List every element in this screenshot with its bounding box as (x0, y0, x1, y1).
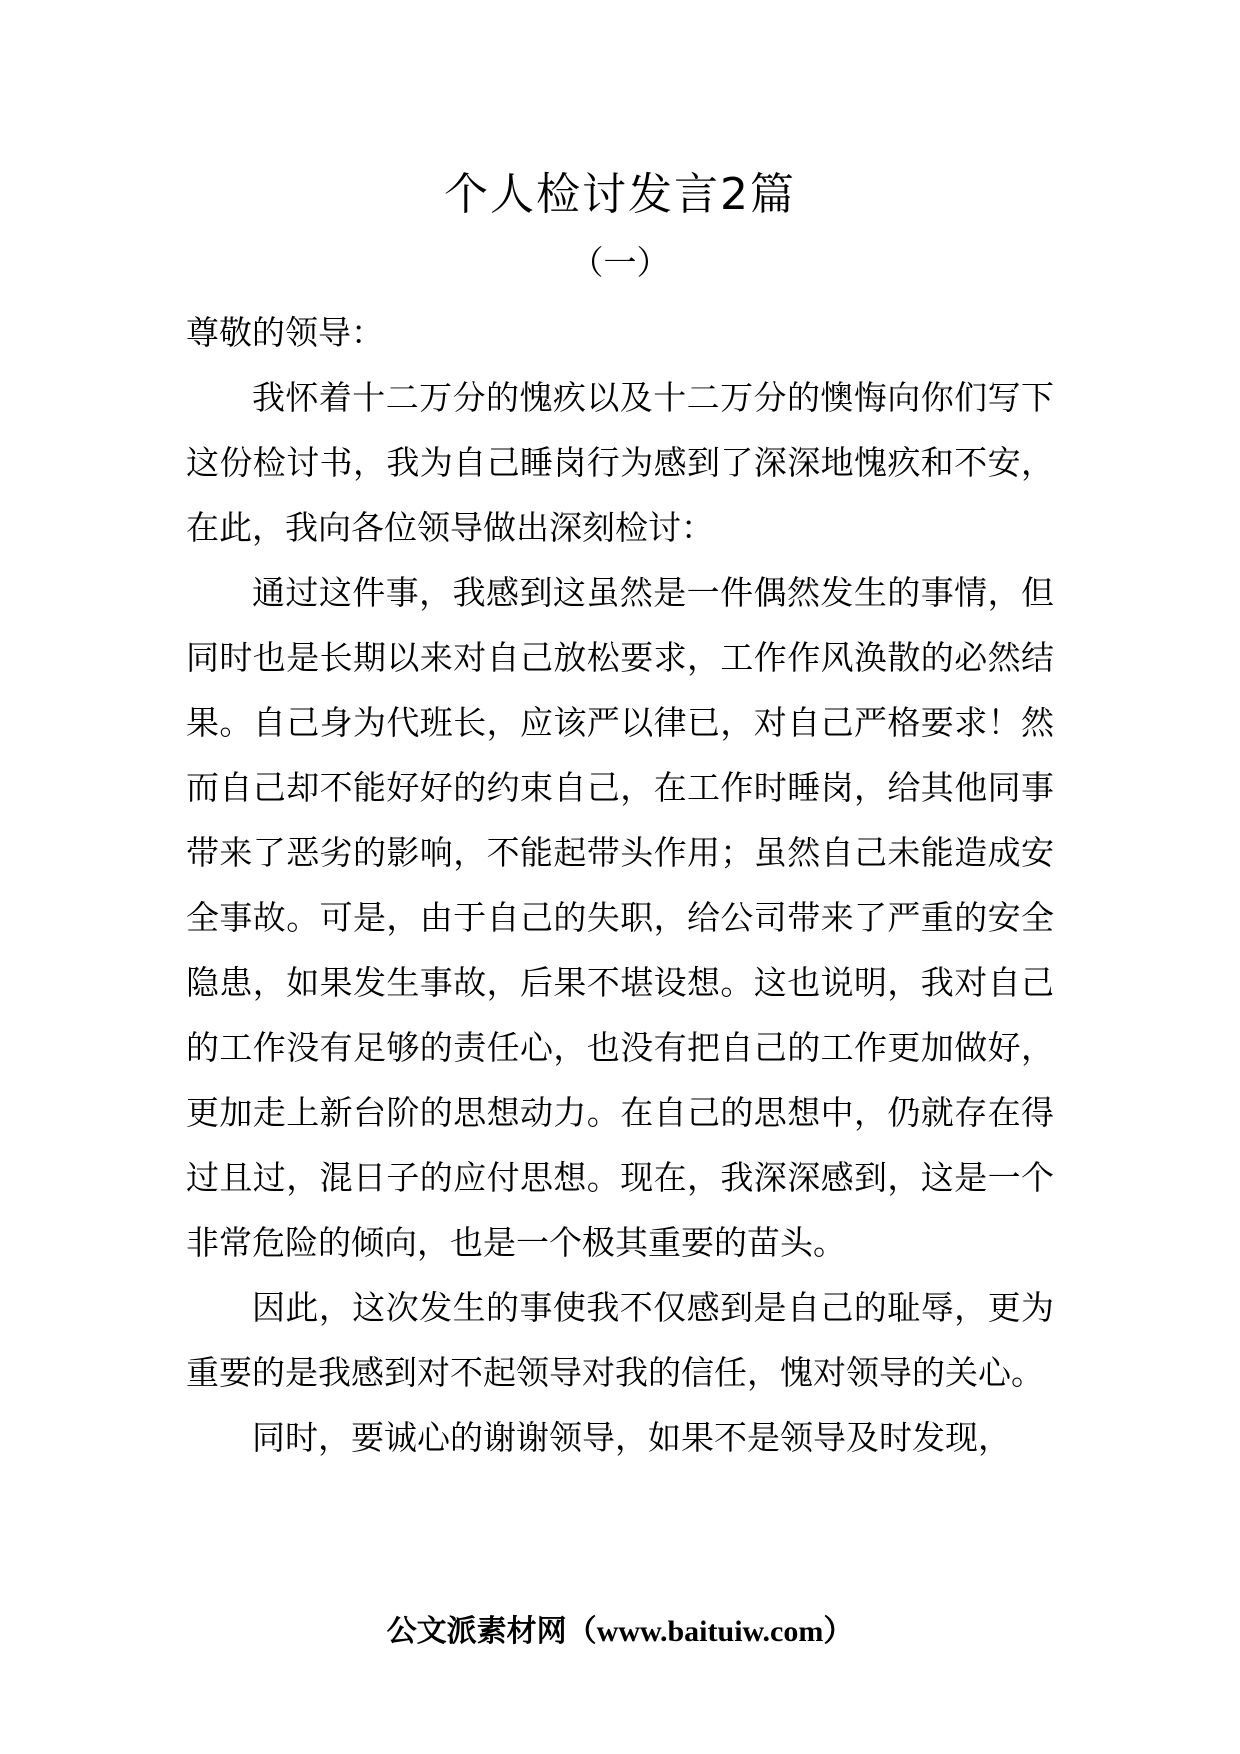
document-body (186, 300, 1054, 1470)
section-number: （一） (570, 243, 670, 282)
footer-source: 公文派素材网（www.baituiw.com） (386, 1615, 854, 1648)
paragraph: 通过这件事，我感到这虽然是一件偶然发生的事情，但同时也是长期以来对自己放松要求，工作作风涣散的必然结果。自己身为代班长，应该严以律已，对自己严格要求！然而自己却不能好好的约束自己，在工作时睡岗，给其他同事带来了恶劣的影响，不能起带头作用；虽然自己未能造成安全事故。可是，由于自己的失职，给公司带来了严重的安全隐患，如果发生事故，后果不堪设想。这也说明，我对自己的工作没有足够的责任心，也没有把自己的工作更加做好，更加走上新台阶的思想动力。在自己的思想中，仍就存在得过且过，混日子的应付思想。现在，我深深感到，这是一个非常危险的倾向，也是一个极其重要的苗头。 (186, 573, 1054, 1262)
paragraph: 因此，这次发生的事使我不仅感到是自己的耻辱，更为重要的是我感到对不起领导对我的信任，愧对领导的关心。 (186, 1288, 1054, 1392)
paragraph: 我怀着十二万分的愧疚以及十二万分的懊悔向你们写下这份检讨书，我为自己睡岗行为感到了深深地愧疚和不安，在此，我向各位领导做出深刻检讨： (186, 378, 1054, 547)
document-title: 个人检讨发言2篇 (444, 169, 796, 220)
salutation: 尊敬的领导： (186, 313, 384, 352)
paragraph: 同时，要诚心的谢谢领导，如果不是领导及时发现， (252, 1418, 1011, 1457)
